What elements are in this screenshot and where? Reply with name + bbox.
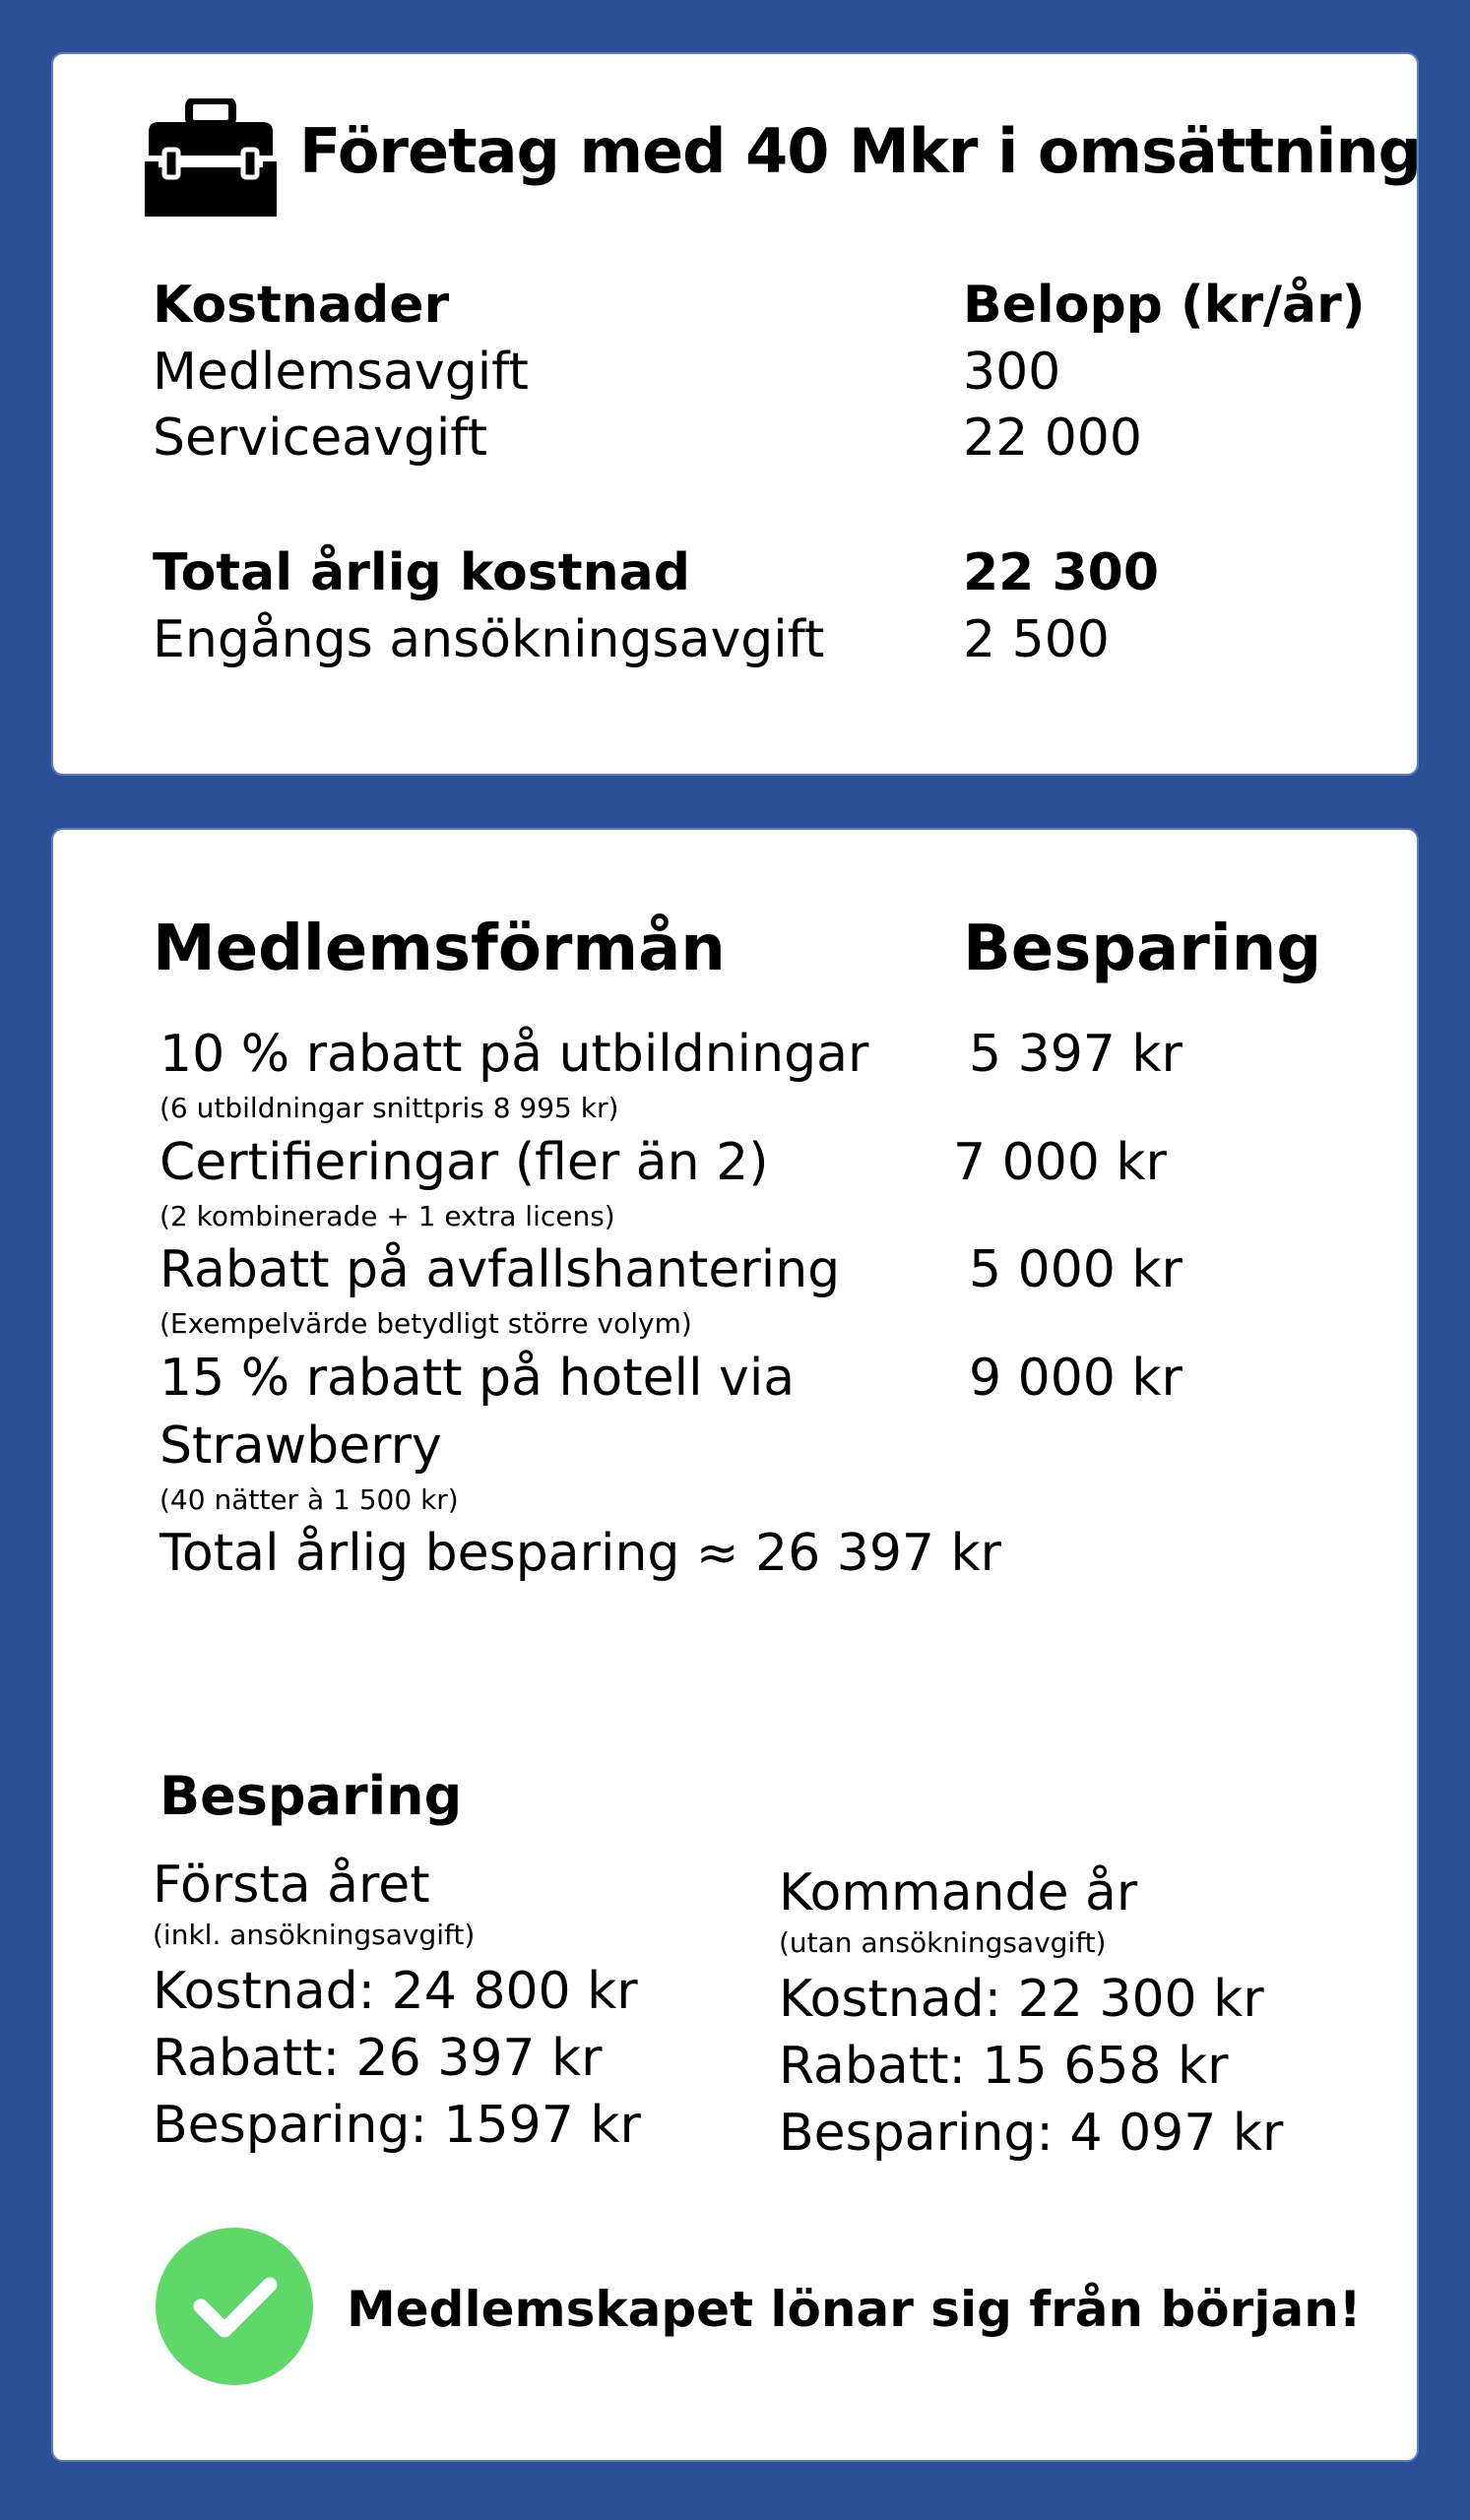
benefit-value: 5 000 kr [969, 1240, 1182, 1299]
benefit-label: Rabatt på avfallshantering [160, 1240, 841, 1299]
first-year-discount: Rabatt: 26 397 kr [153, 2029, 603, 2088]
cost-row-label: Serviceavgift [153, 409, 488, 468]
conclusion-text: Medlemskapet lönar sig från början! [347, 2281, 1362, 2338]
benefits-column-label: Medlemsförmån [153, 913, 726, 985]
costs-column-label: Kostnader [153, 276, 450, 335]
first-year-saving: Besparing: 1597 kr [153, 2096, 641, 2155]
benefit-value: 5 397 kr [969, 1025, 1182, 1084]
coming-years-saving: Besparing: 4 097 kr [779, 2104, 1284, 2163]
first-year-note: (inkl. ansökningsavgift) [153, 1919, 476, 1951]
coming-years-title: Kommande år [779, 1863, 1138, 1922]
total-savings: Total årlig besparing ≈ 26 397 kr [160, 1524, 1002, 1583]
briefcase-icon [145, 98, 277, 217]
total-cost-label: Total årlig kostnad [153, 543, 690, 602]
coming-years-note: (utan ansökningsavgift) [779, 1926, 1107, 1959]
cost-row-label: Medlemsavgift [153, 343, 529, 402]
benefit-value: 9 000 kr [969, 1349, 1182, 1408]
benefit-note: (2 kombinerade + 1 extra licens) [160, 1200, 615, 1232]
benefit-note: (40 nätter à 1 500 kr) [160, 1483, 459, 1516]
benefit-label: 15 % rabatt på hotell via [160, 1349, 796, 1408]
total-cost-amount: 22 300 [963, 543, 1160, 602]
checkmark-icon [156, 2228, 313, 2385]
benefit-label-continued: Strawberry [160, 1417, 442, 1476]
benefit-value: 7 000 kr [953, 1133, 1167, 1192]
cost-row-amount: 22 000 [963, 409, 1142, 468]
first-year-title: Första året [153, 1856, 430, 1915]
cost-card [51, 52, 1422, 776]
benefit-label: Certifieringar (fler än 2) [160, 1133, 769, 1192]
savings-column-label: Besparing [963, 913, 1322, 985]
page-title: Företag med 40 Mkr i omsättning [299, 115, 1422, 187]
benefits-card [51, 828, 1419, 2462]
amount-column-label: Belopp (kr/år) [963, 276, 1366, 335]
benefit-note: (6 utbildningar snittpris 8 995 kr) [160, 1092, 619, 1124]
benefit-note: (Exempelvärde betydligt större volym) [160, 1307, 692, 1340]
savings-heading: Besparing [160, 1765, 463, 1827]
first-year-cost: Kostnad: 24 800 kr [153, 1962, 638, 2021]
coming-years-cost: Kostnad: 22 300 kr [779, 1970, 1264, 2029]
coming-years-discount: Rabatt: 15 658 kr [779, 2037, 1229, 2096]
cost-row-amount: 300 [963, 343, 1061, 402]
one-time-fee-amount: 2 500 [963, 610, 1110, 669]
one-time-fee-label: Engångs ansökningsavgift [153, 610, 825, 669]
benefit-label: 10 % rabatt på utbildningar [160, 1025, 869, 1084]
